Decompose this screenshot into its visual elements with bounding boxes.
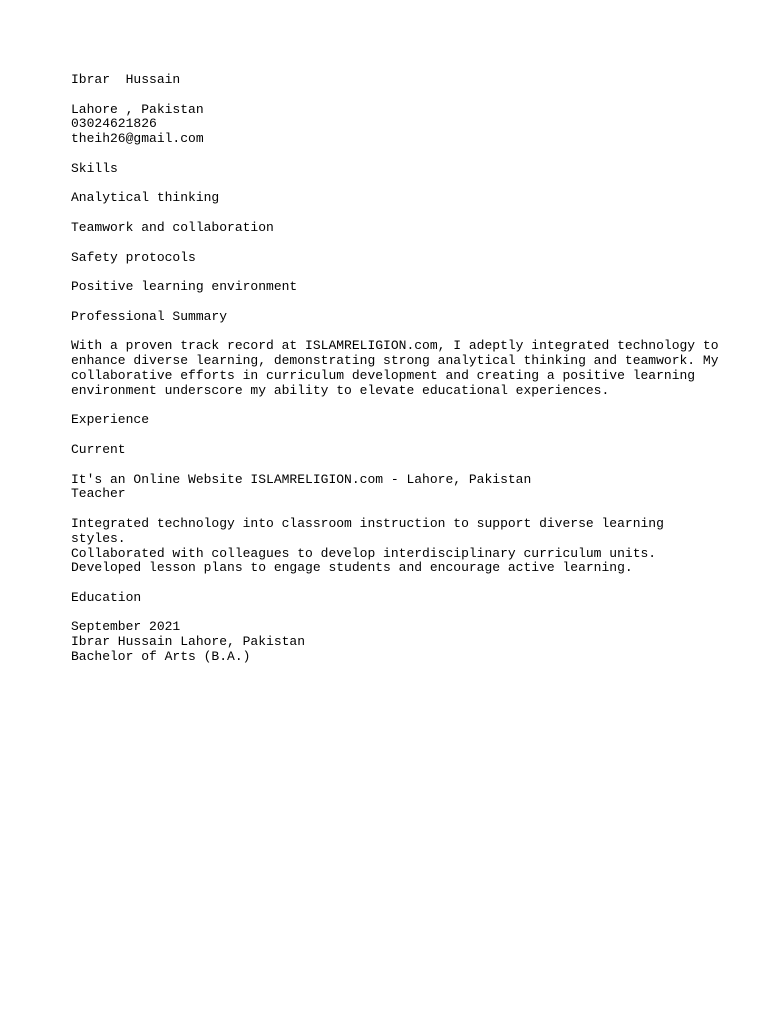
- summary-line: With a proven track record at ISLAMRELIGION.com, I adeptly integrated technology to: [71, 338, 719, 354]
- contact-email: theih26@gmail.com: [71, 131, 204, 147]
- resume-document: [71, 72, 719, 680]
- experience-duty-line: Integrated technology into classroom instruction to support diverse learning: [71, 515, 664, 531]
- skill-item-text: Positive learning environment: [71, 279, 298, 295]
- experience-heading-block: [71, 413, 711, 428]
- education-date: September 2021: [71, 619, 181, 635]
- skill-item-text: Teamwork and collaboration: [71, 219, 274, 235]
- experience-role: Teacher: [71, 486, 126, 502]
- skills-heading-block: [71, 162, 711, 177]
- skills-heading: Skills: [71, 160, 118, 176]
- skill-item-text: Safety protocols: [71, 249, 196, 265]
- experience-duties: [71, 517, 711, 576]
- skill-item: [71, 221, 711, 236]
- summary-line: enhance diverse learning, demonstrating strong analytical thinking and teamwork. My: [71, 353, 719, 369]
- education-heading-block: [71, 591, 711, 606]
- experience-employer: It's an Online Website ISLAMRELIGION.com - Lahore, Pakistan: [71, 471, 532, 487]
- experience-heading: Experience: [71, 412, 150, 428]
- skill-item: [71, 251, 711, 266]
- education-entry: [71, 620, 711, 664]
- experience-duty-line: Developed lesson plans to engage students and encourage active learning.: [71, 560, 633, 576]
- education-heading: Education: [71, 589, 142, 605]
- contact-phone: 03024621826: [71, 116, 157, 132]
- education-degree: Bachelor of Arts (B.A.): [71, 649, 251, 665]
- summary-heading: Professional Summary: [71, 308, 228, 324]
- summary-paragraph: [71, 338, 719, 398]
- header-name-block: [71, 73, 711, 88]
- contact-block: [71, 103, 711, 147]
- skill-item: [71, 280, 711, 295]
- experience-duty-line: styles.: [71, 530, 126, 546]
- summary-line: collaborative efforts in curriculum development and creating a positive learning: [71, 367, 696, 383]
- experience-position-block: [71, 473, 711, 503]
- summary-line: environment underscore my ability to elevate educational experiences.: [71, 382, 610, 398]
- experience-period: Current: [71, 441, 126, 457]
- skill-item-text: Analytical thinking: [71, 190, 220, 206]
- experience-duty-line: Collaborated with colleagues to develop interdisciplinary curriculum units.: [71, 545, 657, 561]
- candidate-name: Ibrar Hussain: [71, 72, 181, 87]
- skill-item: [71, 191, 711, 206]
- experience-period-block: [71, 443, 711, 458]
- contact-location: Lahore , Pakistan: [71, 101, 204, 117]
- summary-heading-block: [71, 310, 711, 325]
- education-institution: Ibrar Hussain Lahore, Pakistan: [71, 634, 306, 650]
